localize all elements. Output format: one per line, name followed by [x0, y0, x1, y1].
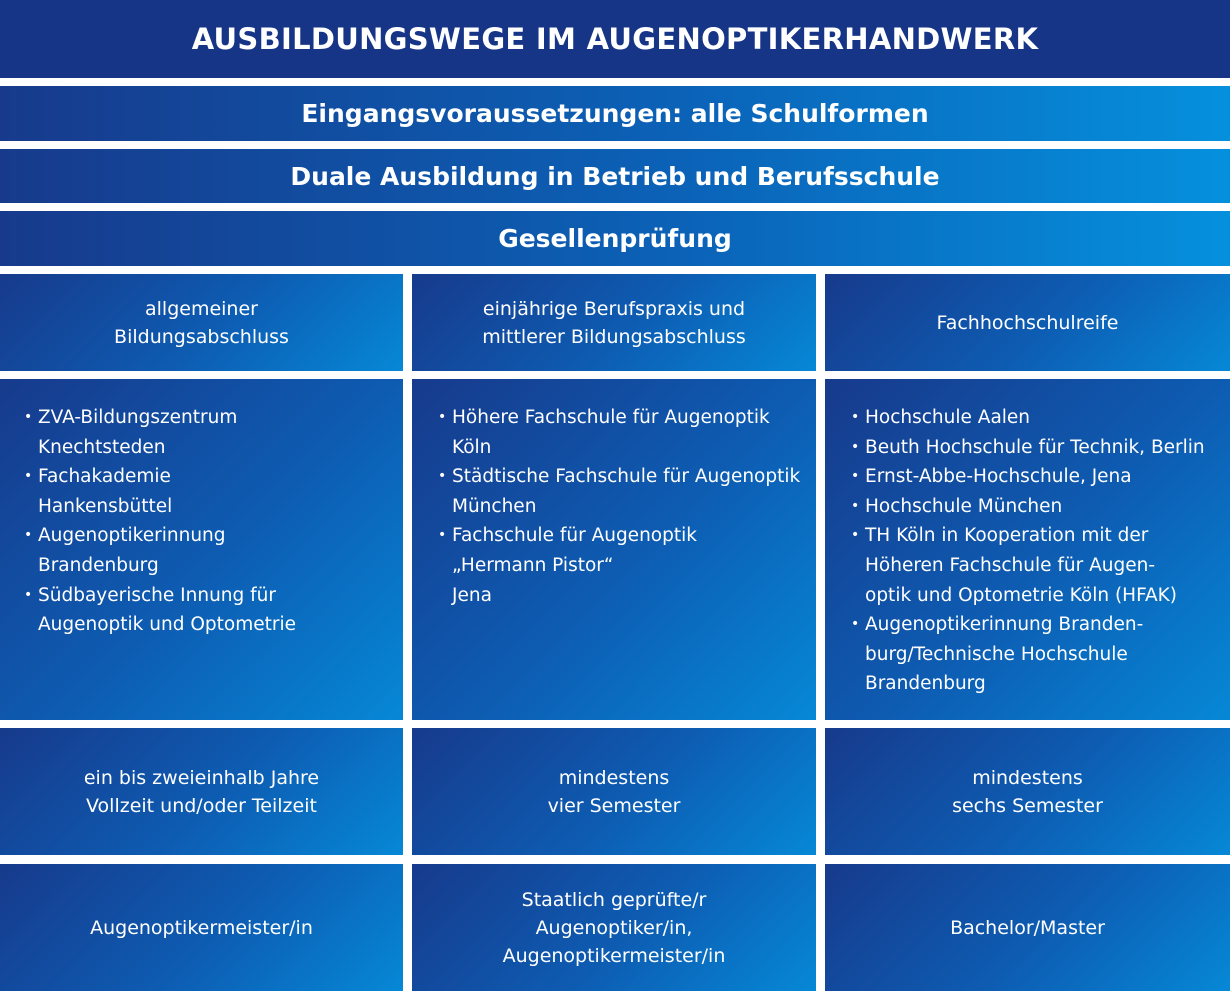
- duration-cell: [825, 728, 1230, 855]
- duration-line: Vollzeit und/oder Teilzeit: [86, 794, 317, 817]
- requirement-cell: [0, 274, 403, 371]
- duration-cell: [412, 728, 816, 855]
- institution-item: • Augenoptikerinnung Branden- burg/Technische Hochschule Brandenburg: [851, 610, 1230, 699]
- duration-cell: [0, 728, 403, 855]
- institution-item: • Städtische Fachschule für Augenoptik München: [438, 462, 816, 521]
- institution-item: • Südbayerische Innung für Augenoptik und Optometrie: [24, 581, 403, 640]
- institution-item: • Höhere Fachschule für Augenoptik Köln: [438, 403, 816, 462]
- institutions-cell: [412, 379, 816, 720]
- degree-line: Augenoptikermeister/in: [502, 944, 726, 967]
- degree-cell: [412, 864, 816, 991]
- institution-item: • TH Köln in Kooperation mit der Höheren Fachschule für Augen- optik und Optometrie Köln (HFAK): [851, 521, 1230, 610]
- requirement-cell: [825, 274, 1230, 371]
- duration-line: mindestens: [972, 766, 1083, 789]
- institution-item: • Fachakademie Hankensbüttel: [24, 462, 403, 521]
- degree-line: Staatlich geprüfte/r: [521, 888, 707, 911]
- band-entry-requirements: Eingangsvoraussetzungen: alle Schulformen: [0, 86, 1230, 141]
- duration-line: ein bis zweieinhalb Jahre: [83, 766, 320, 789]
- degree-line: Augenoptiker/in,: [535, 916, 693, 939]
- institution-list: [438, 403, 816, 610]
- duration-line: sechs Semester: [952, 794, 1103, 817]
- duration-line: vier Semester: [547, 794, 681, 817]
- institution-list: [24, 403, 403, 640]
- institution-item: • Augenoptikerinnung Brandenburg: [24, 521, 403, 580]
- institution-item: • Fachschule für Augenoptik „Hermann Pistor“ Jena: [438, 521, 816, 610]
- diagram-title: AUSBILDUNGSWEGE IM AUGENOPTIKERHANDWERK: [0, 0, 1230, 78]
- degree-cell: [0, 864, 403, 991]
- requirement-line: mittlerer Bildungsabschluss: [482, 325, 746, 348]
- band-journeyman-exam: Gesellenprüfung: [0, 211, 1230, 266]
- institution-item: • Beuth Hochschule für Technik, Berlin: [851, 433, 1230, 463]
- institution-item: • Ernst-Abbe-Hochschule, Jena: [851, 462, 1230, 492]
- institution-item: • ZVA-Bildungszentrum Knechtsteden: [24, 403, 403, 462]
- requirement-cell: [412, 274, 816, 371]
- institution-list: [851, 403, 1230, 699]
- degree-cell: [825, 864, 1230, 991]
- degree-line: Bachelor/Master: [950, 916, 1105, 939]
- requirement-line: allgemeiner: [145, 297, 258, 320]
- requirement-line: Fachhochschulreife: [936, 311, 1119, 334]
- band-dual-training: Duale Ausbildung in Betrieb und Berufsschule: [0, 149, 1230, 203]
- institutions-cell: [825, 379, 1230, 720]
- requirement-line: Bildungsabschluss: [114, 325, 289, 348]
- degree-line: Augenoptikermeister/in: [90, 916, 313, 939]
- duration-line: mindestens: [558, 766, 670, 789]
- requirement-line: einjährige Berufspraxis und: [482, 297, 746, 320]
- institution-item: • Hochschule München: [851, 492, 1230, 522]
- institution-item: • Hochschule Aalen: [851, 403, 1230, 433]
- institutions-cell: [0, 379, 403, 720]
